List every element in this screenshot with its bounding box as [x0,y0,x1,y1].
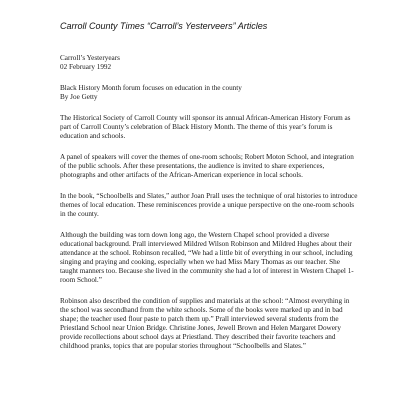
article-paragraph-4: Although the building was torn down long ago, the Western Chapel school provided a diverse educational background. Prall interviewed Mildred Wilson Robinson and Mildred Hughes about their attendance at the school. Robinson recalled, “We had a little bit of everything in our school, including singing and praying and cooking, especially when we had Miss Mary Thomas as our teacher. She taught manners too. Because she lived in the community she had a lot of interest in Western Chapel 1-room School.” [60,231,354,284]
article-paragraph-3: In the book, “Schoolbells and Slates,” author Joan Prall uses the technique of oral histories to introduce themes of local education. These reminiscences provide a unique perspective on the one-room schools in the county. [60,192,358,218]
column-name: Carroll’s Yesteryears [60,54,120,62]
article-headline: Black History Month forum focuses on education in the county [60,84,242,92]
document-header-title: Carroll County Times “Carroll’s Yesterveers” Articles [60,21,268,31]
article-byline: By Joe Getty [60,93,98,101]
article-paragraph-5: Robinson also described the condition of supplies and materials at the school: “Almost everything in the school was secondhand from the white schools. Some of the books were marked up and in bad shape; the teacher used flour paste to patch them up.” Prall interviewed several students from the Priestland School near Union Bridge. Christine Jones, Jewell Brown and Helen Margaret Dowery provide recollections about school days at Priestland. They described their favorite teachers and childhood pranks, topics that are popular stories throughout “Schoolbells and Slates.” [60,297,350,350]
article-paragraph-1: The Historical Society of Carroll County will sponsor its annual African-American History Forum as part of Carroll County’s celebration of Black History Month. The theme of this year’s forum is education and schools. [60,114,351,140]
article-paragraph-2: A panel of speakers will cover the themes of one-room schools; Robert Moton School, and integration of the public schools. After these presentations, the audience is invited to share experiences, photographs and other artifacts of the African-American experience in local schools. [60,153,354,179]
article-heading [60,84,358,102]
article-date: 02 February 1992 [60,63,112,71]
article-meta [60,54,358,72]
